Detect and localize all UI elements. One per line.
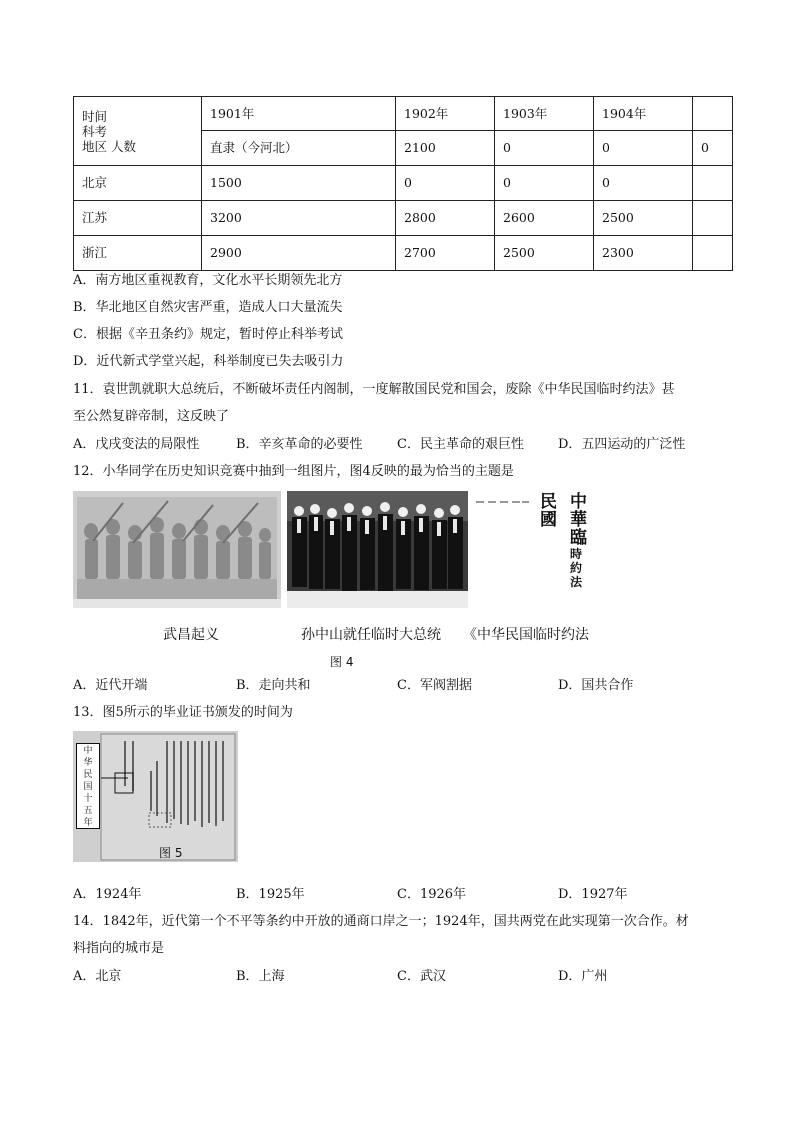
q14-option-c: C．武汉	[397, 969, 446, 984]
q10-option-a: A．南方地区重视教育，文化水平长期领先北方	[73, 273, 343, 288]
table-year-cell: 1902年	[396, 97, 495, 131]
document-title-col1: 中 華 臨 時 約 法	[570, 492, 587, 589]
q10-option-d: D．近代新式学堂兴起，科举制度已失去吸引力	[73, 354, 344, 369]
q12-stem: 12．小华同学在历史知识竞赛中抽到一组图片，图4反映的最为恰当的主题是	[73, 464, 514, 479]
document-title-col2: 民 國	[540, 492, 557, 530]
sun-yatsen-inauguration-photo	[287, 491, 468, 608]
table-header-time: 时间	[82, 108, 108, 124]
q10-option-b: B．华北地区自然灾害严重，造成人口大量流失	[73, 300, 343, 315]
table-year-cell: 1904年	[594, 97, 693, 131]
q13-option-d: D．1927年	[558, 887, 628, 902]
table-cell: 2300	[594, 236, 693, 271]
q12-option-a: A．近代开端	[73, 678, 148, 693]
q11-option-c: C．民主革命的艰巨性	[397, 437, 524, 452]
caption-provisional-constitution: 《中华民国临时约法	[463, 627, 589, 643]
exam-data-table	[73, 96, 733, 271]
q11-option-b: B．辛亥革命的必要性	[236, 437, 363, 452]
table-cell: 直隶（今河北）	[202, 131, 396, 166]
q11-option-a: A．戊戌变法的局限性	[73, 437, 200, 452]
q14-stem-line1: 14．1842年，近代第一个不平等条约中开放的通商口岸之一；1924年，国共两党在此实现第一次合作。材	[73, 914, 689, 929]
graduation-certificate-image	[73, 731, 238, 862]
figure-4-label: 图 4	[330, 655, 354, 669]
table-year-cell	[693, 97, 733, 131]
table-cell: 2800	[396, 201, 495, 236]
table-cell: 北京	[74, 166, 202, 201]
table-row	[74, 201, 733, 236]
caption-sun-yatsen: 孙中山就任临时大总统	[301, 627, 441, 643]
table-cell: 江苏	[74, 201, 202, 236]
table-cell: 0	[495, 131, 594, 166]
table-cell: 2600	[495, 201, 594, 236]
q11-stem-line2: 至公然复辟帝制，这反映了	[73, 409, 230, 424]
q13-option-a: A．1924年	[73, 887, 142, 902]
q14-option-d: D．广州	[558, 969, 608, 984]
table-cell: 0	[693, 131, 733, 166]
table-cell: 0	[594, 131, 693, 166]
date-callout-box: 中 华 民 国 十 五 年	[76, 743, 100, 829]
q13-options	[73, 886, 733, 904]
table-cell-empty	[693, 236, 733, 271]
q14-options	[73, 968, 733, 986]
q13-option-c: C．1926年	[397, 887, 467, 902]
figure-5-label: 图 5	[159, 846, 183, 860]
provisional-constitution-image	[472, 491, 610, 608]
wuchang-uprising-relief-image	[73, 491, 281, 608]
q14-option-b: B．上海	[236, 969, 285, 984]
table-cell: 3200	[202, 201, 396, 236]
q11-stem-line1: 11．袁世凯就职大总统后，不断破坏责任内阁制，一度解散国民党和国会，废除《中华民国临时约法》甚	[73, 382, 675, 397]
table-cell: 2900	[202, 236, 396, 271]
q12-option-b: B．走向共和	[236, 678, 311, 693]
table-cell: 2500	[495, 236, 594, 271]
table-header-region: 地区 人数	[82, 138, 136, 154]
table-cell: 浙江	[74, 236, 202, 271]
table-header-exam: 科考	[82, 123, 108, 139]
q13-stem: 13．图5所示的毕业证书颁发的时间为	[73, 705, 293, 720]
q11-option-d: D．五四运动的广泛性	[558, 437, 686, 452]
table-cell: 2700	[396, 236, 495, 271]
table-cell: 0	[396, 166, 495, 201]
q12-options	[73, 677, 733, 695]
q11-options	[73, 436, 733, 454]
q10-option-c: C．根据《辛丑条约》规定，暂时停止科举考试	[73, 327, 343, 342]
table-year-cell: 1901年	[202, 97, 396, 131]
table-cell-empty	[693, 166, 733, 201]
table-cell: 0	[495, 166, 594, 201]
q14-option-a: A．北京	[73, 969, 122, 984]
table-cell-empty	[693, 201, 733, 236]
table-row	[74, 236, 733, 271]
q12-option-d: D．国共合作	[558, 678, 634, 693]
q13-option-b: B．1925年	[236, 887, 305, 902]
table-header-cell	[74, 97, 202, 166]
table-cell: 1500	[202, 166, 396, 201]
caption-wuchang-uprising: 武昌起义	[163, 627, 219, 643]
q12-option-c: C．军阀割据	[397, 678, 472, 693]
table-year-cell: 1903年	[495, 97, 594, 131]
q14-stem-line2: 料指向的城市是	[73, 941, 165, 956]
document-text-lines	[474, 495, 530, 509]
table-cell: 2500	[594, 201, 693, 236]
table-cell: 0	[594, 166, 693, 201]
table-cell: 2100	[396, 131, 495, 166]
table-row	[74, 166, 733, 201]
